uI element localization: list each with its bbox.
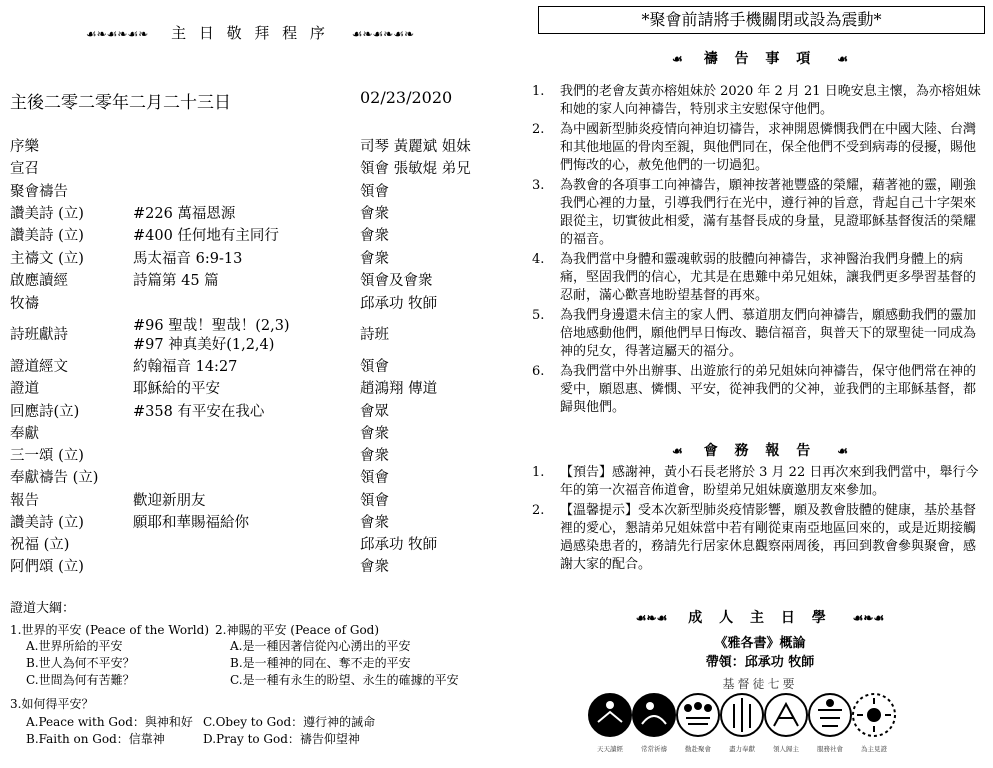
- program-content: #358 有平安在我心: [133, 404, 265, 420]
- program-leader: 會衆: [360, 228, 389, 244]
- outline-point-1c: C.世間為何有苦難？: [26, 673, 135, 687]
- outline-point-1: 1.世界的平安 (Peace of the World): [10, 623, 210, 637]
- program-item: 聚會禱告: [10, 184, 68, 200]
- program-header: [75, 22, 425, 43]
- phone-notice: *聚會前請將手機關閉或設為震動*: [538, 6, 985, 34]
- ornament-icon: ☙: [837, 52, 848, 66]
- program-leader: 趙鴻翔 傳道: [360, 381, 438, 397]
- witness-icon: [853, 694, 895, 736]
- outline-title: 證道大綱：: [10, 601, 76, 616]
- program-leader: 會衆: [360, 426, 389, 442]
- ornament-icon: ☙❧☙: [852, 611, 885, 625]
- outline-point-3a: A.Peace with God：與神和好: [26, 715, 193, 729]
- list-item: [532, 83, 984, 119]
- outline-point-3c: C.Obey to God：遵行神的誡命: [203, 715, 376, 729]
- program-leader: 領會 張敏焜 弟兄: [360, 161, 471, 177]
- offering-icon: [721, 694, 763, 736]
- fellowship-icon: [677, 694, 719, 736]
- program-leader: 領會: [360, 470, 389, 486]
- habit-caption: 領人歸主: [773, 745, 799, 753]
- item-text: 為我們當中身體和靈魂軟弱的肢體向神禱告，求神醫治我們身體上的病痛，堅固我們的信心，尤其是在患難中弟兄姐妹，讓我們更多學習基督的忍耐，滿心歡喜地盼望基督的再來。: [560, 252, 977, 303]
- program-item: 啟應讀經: [10, 273, 68, 289]
- item-text: 我們的老會友黃亦榕姐妹於 2020 年 2 月 21 日晚安息主懷，為亦榕姐妹和她的家人向神禱告，特別求主安慰保守他們。: [560, 84, 981, 117]
- seven-habits-icons: [588, 690, 898, 740]
- program-item: 宣召: [10, 161, 39, 177]
- program-leader: 會衆: [360, 448, 389, 464]
- habit-caption: 為主見證: [861, 745, 887, 753]
- item-number: 1.: [532, 84, 545, 99]
- program-item: 證道經文: [10, 359, 68, 375]
- ornament-right: ☙❧☙❧☙❧: [351, 27, 415, 41]
- program-item: 主禱文 (立): [10, 251, 84, 267]
- ornament-icon: ☙: [837, 444, 848, 458]
- item-number: 6.: [532, 364, 545, 379]
- program-row: [10, 180, 480, 202]
- announce-list: [532, 464, 984, 576]
- ornament-icon: ☙❧☙: [635, 611, 668, 625]
- program-leader: 司琴 黃麗斌 姐妹: [360, 139, 471, 155]
- program-item: 報告: [10, 493, 39, 509]
- program-item: 詩班獻詩: [10, 327, 68, 343]
- item-number: 1.: [532, 465, 545, 480]
- habit-caption: 服務社會: [817, 745, 843, 753]
- outline-point-2a: A.是一種因著信從內心湧出的平安: [230, 639, 411, 653]
- program-item: 回應詩(立): [10, 404, 80, 420]
- outline-point-3d: D.Pray to God：禱告仰望神: [203, 732, 360, 746]
- program-item: 讚美詩 (立): [10, 206, 84, 222]
- praying-icon: [633, 694, 675, 736]
- sunday-school-header: [540, 607, 980, 627]
- program-content: #400 任何地有主同行: [133, 228, 279, 244]
- program-item: 讚美詩 (立): [10, 228, 84, 244]
- program-item: 三一頌 (立): [10, 448, 84, 464]
- program-row: [10, 377, 480, 399]
- program-leader: 詩班: [360, 327, 389, 343]
- bible-reading-icon: [589, 694, 631, 736]
- program-row: [10, 247, 480, 269]
- habit-caption: 盡力奉獻: [729, 745, 755, 753]
- item-number: 2.: [532, 122, 545, 137]
- sunday-school-book: 《雅各書》概論: [714, 636, 806, 651]
- program-row: [10, 555, 480, 577]
- program-title: 主 日 敬 拜 程 序: [171, 24, 329, 42]
- ornament-icon: ☙: [672, 52, 683, 66]
- program-leader: 邱承功 牧師: [360, 537, 438, 553]
- program-row: [10, 422, 480, 444]
- program-content: #97 神真美好(1,2,4): [133, 337, 275, 353]
- program-leader: 會眾: [360, 404, 389, 420]
- program-item: 讚美詩 (立): [10, 515, 84, 531]
- outline-point-3b: B.Faith on God：信靠神: [26, 732, 165, 746]
- program-leader: 領會及會衆: [360, 273, 433, 289]
- sunday-school-title: 成 人 主 日 學: [688, 610, 832, 626]
- ornament-icon: ☙: [672, 444, 683, 458]
- item-text: 為教會的各項事工向神禱告，願神按著祂豐盛的榮耀，藉著祂的靈，剛強我們心裡的力量，引導我們行在光中，遵行神的旨意，背起自己十字架來跟從主，切實彼此相愛，滿有基督長成的身量，見證耶穌基督復活的榮耀的福音。: [560, 178, 977, 247]
- item-text: 為我們當中外出辦事、出遊旅行的弟兄姐妹向神禱告，保守他們常在神的愛中，願恩惠、憐憫、平安，從神我們的父神，並我們的主耶穌基督，都歸與他們。: [560, 364, 977, 415]
- program-item: 祝福 (立): [10, 537, 70, 553]
- program-row: [10, 400, 480, 422]
- program-item: 奉獻: [10, 426, 39, 442]
- program-leader: 會衆: [360, 251, 389, 267]
- item-number: 4.: [532, 252, 545, 267]
- outline-point-1b: B.世人為何不平安？: [26, 656, 135, 670]
- program-leader: 領會: [360, 493, 389, 509]
- program-row: [10, 355, 480, 377]
- announce-title: 會 務 報 告: [703, 443, 817, 459]
- program-content: #226 萬福恩源: [133, 206, 236, 222]
- program-item: 奉獻禱告 (立): [10, 470, 99, 486]
- program-row: [10, 466, 480, 488]
- program-row: [10, 269, 480, 291]
- program-row: [10, 202, 480, 224]
- sunday-school-leader: 帶領：邱承功 牧師: [705, 655, 815, 670]
- list-item: [532, 464, 984, 500]
- program-row: [10, 511, 480, 533]
- list-item: [532, 307, 984, 361]
- program-row: [10, 224, 480, 246]
- item-number: 3.: [532, 178, 545, 193]
- outline-point-2: 2.神賜的平安 (Peace of God): [215, 623, 380, 637]
- program-row: [10, 444, 480, 466]
- program-leader: 會衆: [360, 559, 389, 575]
- item-text: 為中國新型肺炎疫情向神迫切禱告，求神開恩憐憫我們在中國大陸、台灣和其他地區的骨肉至親，與他們同在，保全他們不受到病毒的侵擾，賜他們悔改的心，赦免他們的一切過犯。: [560, 122, 977, 173]
- item-text: 為我們身邊還未信主的家人們、慕道朋友們向神禱告，願感動我們的靈加倍地感動他們，願他們早日悔改、聽信福音，與普天下的眾聖徒一同成為神的兒女，得著這屬天的福分。: [560, 308, 977, 359]
- program-row: [10, 489, 480, 511]
- program-item: 序樂: [10, 139, 39, 155]
- prayer-list: [532, 83, 984, 419]
- program-content: 歡迎新朋友: [133, 493, 206, 509]
- program-row: [10, 135, 480, 157]
- seven-habits-captions: [588, 744, 898, 756]
- program-leader: 邱承功 牧師: [360, 296, 438, 312]
- program-item: 證道: [10, 381, 39, 397]
- program-leader: 領會: [360, 184, 389, 200]
- program-row-choir: [10, 314, 480, 354]
- outline-point-1a: A.世界所給的平安: [26, 639, 123, 653]
- service-icon: [809, 694, 851, 736]
- habit-caption: 天天讀經: [597, 745, 623, 753]
- program-item: 阿們頌 (立): [10, 559, 84, 575]
- program-content: 耶穌給的平安: [133, 381, 220, 397]
- evangelism-icon: [765, 694, 807, 736]
- program-row: [10, 292, 480, 314]
- outline-point-2b: B.是一種神的同在、奪不走的平安: [230, 656, 411, 670]
- program-leader: 會衆: [360, 515, 389, 531]
- announce-header: [540, 440, 980, 460]
- service-date-chinese: 主後二零二零年二月二十三日: [10, 93, 231, 113]
- outline-point-2c: C.是一種有永生的盼望、永生的確據的平安: [230, 673, 459, 687]
- ornament-left: ☙❧☙❧☙❧: [85, 27, 149, 41]
- list-item: [532, 121, 984, 175]
- program-content: #96 聖哉！聖哉！(2,3): [133, 318, 290, 334]
- habit-caption: 常常祈禱: [641, 745, 667, 753]
- program-content: 約翰福音 14:27: [133, 359, 238, 375]
- program-content: 馬太福音 6:9-13: [133, 251, 243, 267]
- list-item: [532, 363, 984, 417]
- list-item: [532, 177, 984, 249]
- program-content: 願耶和華賜福給你: [133, 515, 249, 531]
- list-item: [532, 502, 984, 574]
- item-number: 2.: [532, 503, 545, 518]
- seven-habits-title: 基督徒七要: [722, 677, 798, 691]
- program-leader: 領會: [360, 359, 389, 375]
- item-text: 【預告】感謝神，黃小石長老將於 3 月 22 日再次來到我們當中，舉行今年的第一次福音佈道會，盼望弟兄姐妹廣邀朋友來參加。: [560, 465, 979, 498]
- program-item: 牧禱: [10, 296, 39, 312]
- program-row: [10, 533, 480, 555]
- outline-point-3: 3.如何得平安？: [10, 697, 94, 711]
- prayer-title: 禱 告 事 項: [703, 51, 817, 67]
- prayer-header: [540, 48, 980, 68]
- program-row: [10, 157, 480, 179]
- item-text: 【溫馨提示】受本次新型肺炎疫情影響，願及教會肢體的健康，基於基督裡的愛心，懇請弟兄姐妹當中若有剛從東南亞地區回來的，或是近期接觸過感染患者的，務請先行居家休息觀察兩周後，再回到教會參與聚會，感謝大家的配合。: [560, 503, 977, 572]
- program-content: 詩篇第 45 篇: [133, 273, 219, 289]
- list-item: [532, 251, 984, 305]
- program-leader: 會衆: [360, 206, 389, 222]
- service-date-numeric: 02/23/2020: [360, 88, 453, 107]
- item-number: 5.: [532, 308, 545, 323]
- habit-caption: 勤赴聚會: [685, 745, 711, 753]
